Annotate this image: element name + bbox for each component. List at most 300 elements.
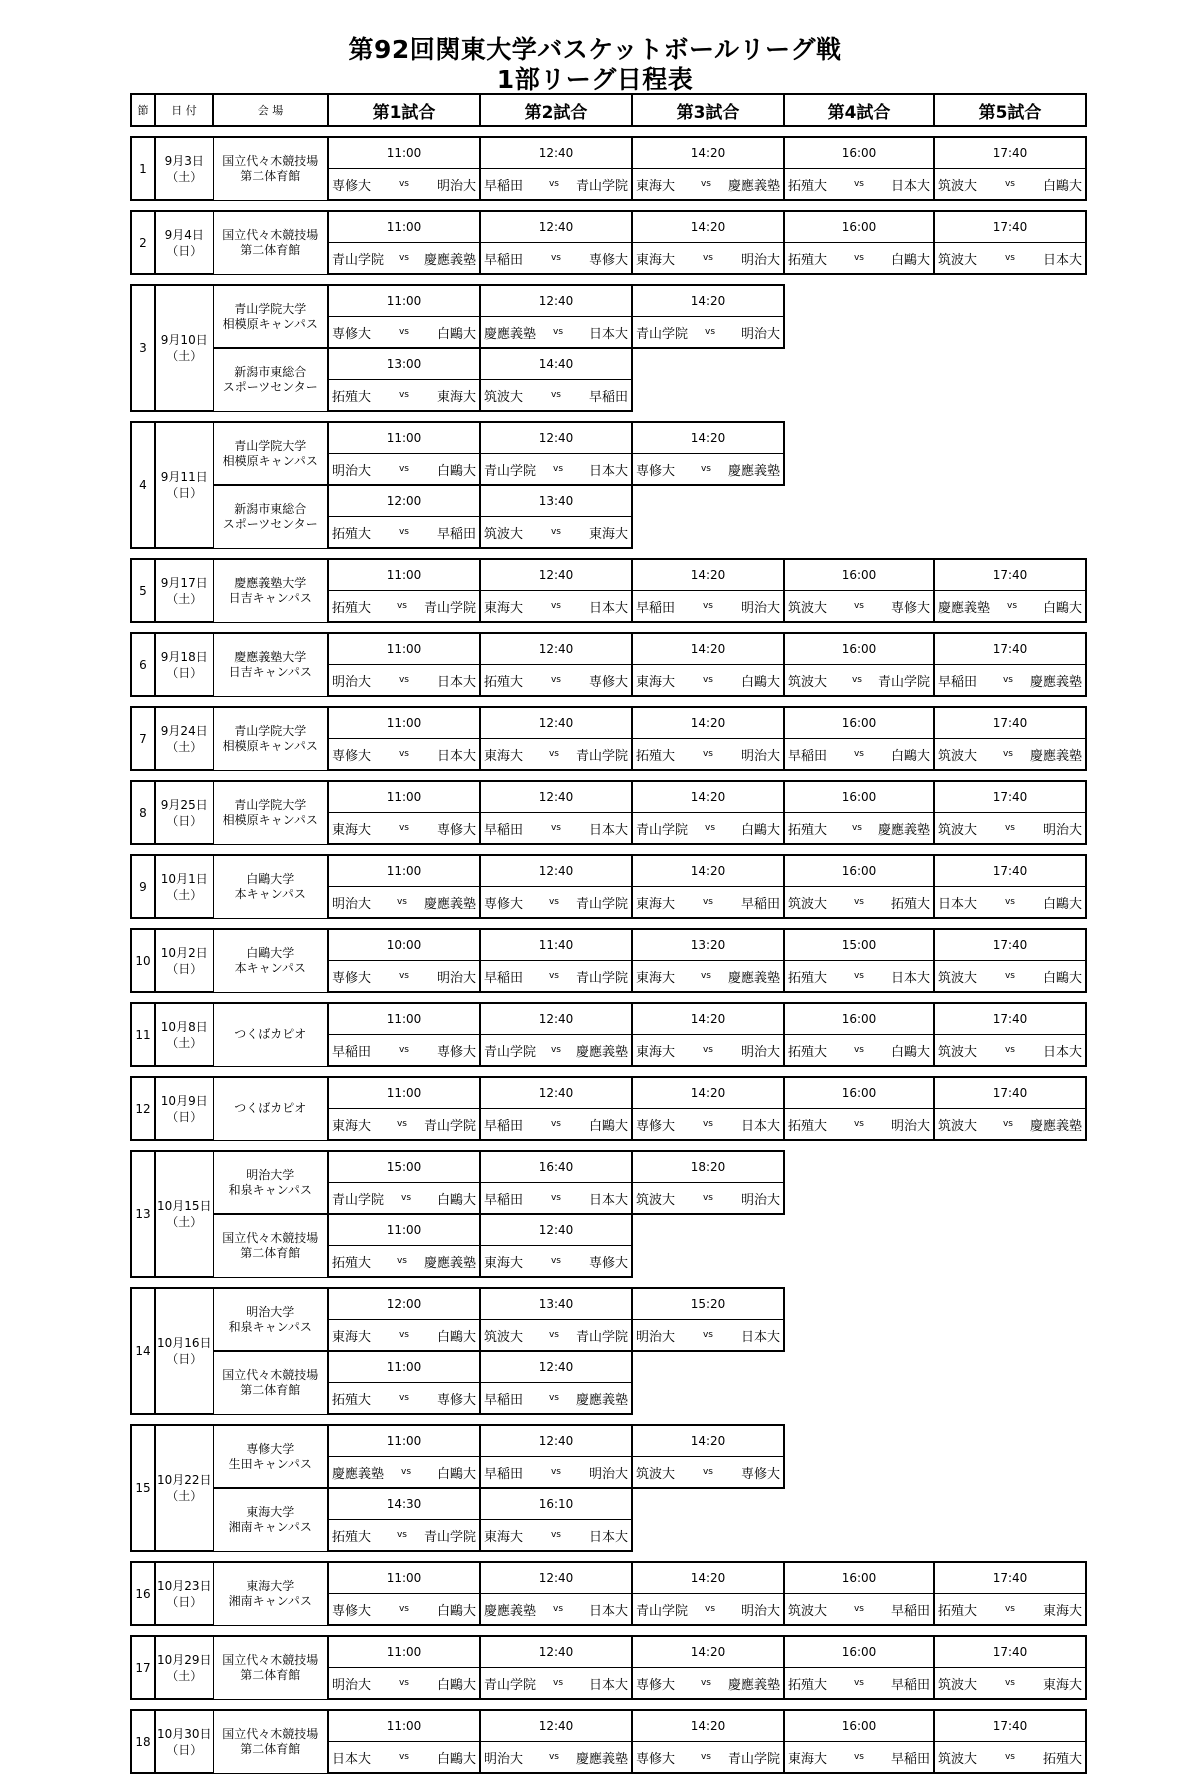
away-team: 日本大 [588,326,628,342]
vs-label: vs [1002,749,1013,759]
empty-cell [784,517,934,549]
game-match [784,243,934,275]
match-teams [481,523,631,542]
venue-name-line: 本キャンパス [234,886,306,901]
match-teams [329,1463,479,1482]
round-gap-cell [131,411,1086,422]
match-teams [329,745,479,764]
venue-name-line: つくばカピオ [234,1101,307,1116]
time-row [131,707,1086,739]
away-team: 白鷗大 [740,822,780,838]
vs-label: vs [553,464,564,474]
venue-name-line: つくばカピオ [234,1027,307,1042]
match-teams [329,1674,479,1693]
away-team: 白鷗大 [1042,896,1082,912]
away-team: 白鷗大 [1042,600,1082,616]
vs-label: vs [553,327,564,337]
venue-name-line: 青山学院大学 [234,301,307,316]
vs-label: vs [398,1752,409,1762]
match-teams [481,745,631,764]
vs-label: vs [550,253,561,263]
game-time: 14:20 [632,633,784,665]
game-match [328,380,480,412]
match-teams [329,386,479,405]
away-team: 日本大 [890,178,930,194]
game-match [934,1594,1086,1626]
document-title: 第92回関東大学バスケットボールリーグ戦 [348,35,842,64]
away-team: 青山学院 [575,1329,628,1345]
home-team: 拓殖大 [938,1603,978,1619]
game-time: 11:40 [480,929,632,961]
game-match [480,739,632,771]
vs-label: vs [853,179,864,189]
home-team: 筑波大 [788,674,828,690]
round-number: 13 [131,1151,155,1277]
home-team: 筑波大 [938,1751,978,1767]
home-team: 早稲田 [484,1466,524,1482]
game-time: 11:00 [328,1636,480,1668]
venue-name [213,285,328,348]
venue-name-line: 明治大学 [246,1167,295,1182]
vs-label: vs [1002,1119,1013,1129]
time-row [131,1288,1086,1320]
round-date-text: 10月1日 [160,871,208,886]
time-row [131,1488,1086,1520]
match-teams [935,671,1085,690]
time-row [131,855,1086,887]
round-gap [131,844,1086,855]
round-gap-cell [131,696,1086,707]
empty-cell [632,517,784,549]
venue-name [213,1003,328,1066]
home-team: 東海大 [484,600,524,616]
game-match [480,243,632,275]
round-number: 15 [131,1425,155,1551]
game-time: 13:20 [632,929,784,961]
venue-name-line: 白鷗大学 [246,945,295,960]
round-gap-cell [131,1699,1086,1710]
match-teams [329,1600,479,1619]
time-row [131,1151,1086,1183]
match-teams [329,460,479,479]
game-time: 14:20 [632,707,784,739]
home-team: 青山学院 [636,326,689,342]
game-match [934,887,1086,919]
round-number: 5 [131,559,155,622]
time-row [131,137,1086,169]
vs-label: vs [702,601,713,611]
game-time: 11:00 [328,1710,480,1742]
round-gap [131,200,1086,211]
vs-label: vs [553,1678,564,1688]
game-match [784,1035,934,1067]
match-teams [785,1748,933,1767]
game-match [934,739,1086,771]
match-teams [785,745,933,764]
home-team: 筑波大 [484,389,524,405]
round-number: 16 [131,1562,155,1625]
match-teams [633,175,783,194]
game-match [632,591,784,623]
vs-label: vs [548,1752,559,1762]
match-teams [785,1115,933,1134]
game-time: 16:10 [480,1488,632,1520]
match-teams [481,1115,631,1134]
vs-label: vs [398,675,409,685]
empty-cell [934,317,1086,349]
round-date-text: 10月9日 [160,1093,208,1108]
empty-cell [632,1214,784,1246]
vs-label: vs [398,1330,409,1340]
vs-label: vs [853,1752,864,1762]
game-match [934,591,1086,623]
match-teams [935,1674,1085,1693]
game-time: 15:20 [632,1288,784,1320]
vs-label: vs [851,675,862,685]
home-team: 筑波大 [788,600,828,616]
away-team: 白鷗大 [588,1118,628,1134]
away-team: 白鷗大 [436,1751,476,1767]
round-gap [131,1414,1086,1425]
game-time: 14:20 [632,1636,784,1668]
game-time: 16:00 [784,1077,934,1109]
vs-label: vs [1004,897,1015,907]
home-team: 東海大 [332,822,372,838]
away-team: 専修大 [436,1044,476,1060]
home-team: 拓殖大 [788,178,828,194]
empty-cell [784,285,934,317]
home-team: 専修大 [636,1118,676,1134]
away-team: 白鷗大 [890,748,930,764]
game-time: 16:00 [784,1562,934,1594]
match-teams [481,893,631,912]
empty-cell [934,1351,1086,1383]
round-date-text: 9月10日 [160,333,208,347]
away-team: 東海大 [436,389,476,405]
venue-name [213,1351,328,1414]
away-team: 早稲田 [890,1751,930,1767]
vs-label: vs [550,1467,561,1477]
empty-cell [934,380,1086,412]
match-teams [633,967,783,986]
match-teams [329,1189,479,1208]
empty-cell [934,1320,1086,1352]
vs-label: vs [1004,1678,1015,1688]
match-teams [935,819,1085,838]
empty-cell [784,1183,934,1215]
venue-name-line: 和泉キャンパス [228,1319,312,1334]
away-team: 慶應義塾 [423,896,476,912]
round-gap [131,992,1086,1003]
away-team: 白鷗大 [436,1192,476,1208]
time-row [131,1636,1086,1668]
away-team: 専修大 [588,252,628,268]
empty-cell [934,1520,1086,1552]
round-gap-cell [131,1551,1086,1562]
home-team: 拓殖大 [484,674,524,690]
round-date [155,422,213,548]
away-team: 日本大 [588,822,628,838]
match-teams [329,1389,479,1408]
game-match [784,1109,934,1141]
empty-cell [784,454,934,486]
empty-cell [784,1214,934,1246]
game-time: 12:40 [480,1425,632,1457]
round-gap-cell [131,844,1086,855]
home-team: 明治大 [332,1677,372,1693]
home-team: 拓殖大 [788,1118,828,1134]
game-match [328,454,480,486]
venue-name-line: 本キャンパス [234,960,306,975]
vs-label: vs [1004,253,1015,263]
round-date [155,1636,213,1699]
away-team: 早稲田 [890,1677,930,1693]
game-time: 12:00 [328,1288,480,1320]
vs-label: vs [702,1193,713,1203]
game-match [784,591,934,623]
away-team: 慶應義塾 [423,1255,476,1271]
vs-label: vs [548,897,559,907]
game-time: 16:00 [784,1636,934,1668]
game-match [328,665,480,697]
home-team: 東海大 [332,1329,372,1345]
venue-name-line: 和泉キャンパス [228,1182,312,1197]
game-match [632,1183,784,1215]
home-team: 拓殖大 [332,1392,372,1408]
match-teams [785,893,933,912]
game-match [480,1594,632,1626]
round-day-text: （土） [166,1035,203,1050]
round-day-text: （土） [166,1489,203,1503]
game-match [480,887,632,919]
round-number: 18 [131,1710,155,1773]
home-team: 筑波大 [788,1603,828,1619]
game-time: 15:00 [784,929,934,961]
round-day-text: （土） [166,349,203,363]
match-teams [329,1041,479,1060]
vs-label: vs [853,1045,864,1055]
away-team: 慶應義塾 [1029,1118,1082,1134]
vs-label: vs [853,253,864,263]
round-gap [131,1699,1086,1710]
home-team: 筑波大 [938,822,978,838]
round-number: 6 [131,633,155,696]
empty-cell [784,1351,934,1383]
empty-cell [784,348,934,380]
venue-name-line: 第二体育館 [240,1741,301,1756]
away-team: 慶應義塾 [727,178,780,194]
game-time: 14:20 [632,285,784,317]
home-team: 早稲田 [636,600,676,616]
game-match [632,169,784,201]
home-team: 明治大 [332,896,372,912]
game-time: 16:00 [784,633,934,665]
venue-name [213,137,328,200]
match-teams [935,1041,1085,1060]
round-number: 2 [131,211,155,274]
venue-name [213,348,328,411]
round-gap-cell [131,1066,1086,1077]
venue-name-line: 明治大学 [246,1304,295,1319]
game-match [480,169,632,201]
venue-name [213,1488,328,1551]
venue-name-line: 青山学院大学 [234,797,307,812]
round-gap [131,411,1086,422]
away-team: 慶應義塾 [727,970,780,986]
away-team: 早稲田 [436,526,476,542]
venue-name-line: 相模原キャンパス [222,453,318,468]
vs-label: vs [398,390,409,400]
game-time: 11:00 [328,1562,480,1594]
vs-label: vs [853,1119,864,1129]
home-team: 筑波大 [938,748,978,764]
home-team: 拓殖大 [332,600,372,616]
vs-label: vs [548,179,559,189]
game-time: 17:40 [934,929,1086,961]
home-team: 東海大 [332,1118,372,1134]
round-date-text: 10月15日 [156,1199,212,1213]
vs-label: vs [548,1330,559,1340]
game-match [632,1594,784,1626]
venue-name-line: 国立代々木競技場 [222,1230,319,1245]
time-row [131,1214,1086,1246]
vs-label: vs [1004,179,1015,189]
match-teams [633,819,783,838]
vs-label: vs [702,1045,713,1055]
game-time: 17:40 [934,559,1086,591]
vs-label: vs [550,1256,561,1266]
game-match [328,1668,480,1700]
vs-label: vs [705,823,716,833]
game-time: 12:40 [480,1077,632,1109]
empty-cell [934,1383,1086,1415]
match-teams [481,1389,631,1408]
venue-name-line: 慶應義塾大学 [234,649,307,664]
venue-name [213,1636,328,1699]
time-row [131,781,1086,813]
round-number: 8 [131,781,155,844]
game-match [632,813,784,845]
venue-name-line: 第二体育館 [240,1245,301,1260]
vs-label: vs [548,749,559,759]
match-teams [481,1674,631,1693]
away-team: 明治大 [740,326,780,342]
game-match [480,1320,632,1352]
game-match [934,1742,1086,1774]
game-match [632,961,784,993]
game-match [328,1594,480,1626]
match-teams [633,1674,783,1693]
vs-label: vs [401,1193,412,1203]
round-day-text: （日） [166,243,203,258]
empty-cell [632,1520,784,1552]
vs-label: vs [550,1045,561,1055]
home-team: 早稲田 [938,674,978,690]
away-team: 日本大 [1042,1044,1082,1060]
empty-cell [784,1457,934,1489]
round-date [155,855,213,918]
vs-label: vs [550,527,561,537]
away-team: 明治大 [890,1118,930,1134]
away-team: 白鷗大 [1042,970,1082,986]
match-teams [329,671,479,690]
venue-name-line: 国立代々木競技場 [222,1367,319,1382]
venue-name [213,707,328,770]
venue-name-line: 専修大学 [246,1441,295,1456]
time-row [131,1003,1086,1035]
round-gap [131,622,1086,633]
away-team: 明治大 [1042,822,1082,838]
home-team: 早稲田 [332,1044,372,1060]
game-time: 16:00 [784,1003,934,1035]
match-teams [935,1115,1085,1134]
away-team: 専修大 [588,1255,628,1271]
game-time: 14:20 [632,559,784,591]
vs-label: vs [398,971,409,981]
vs-label: vs [548,971,559,981]
empty-cell [934,1183,1086,1215]
away-team: 日本大 [1042,252,1082,268]
away-team: 青山学院 [423,1118,476,1134]
header-game-2: 第2試合 [480,94,632,126]
game-time: 17:40 [934,211,1086,243]
time-row [131,485,1086,517]
venue-name-line: 国立代々木競技場 [222,153,319,168]
game-match [480,380,632,412]
game-match [328,887,480,919]
home-team: 筑波大 [636,1466,676,1482]
header-date: 日 付 [155,94,213,126]
game-match [934,813,1086,845]
game-match [784,961,934,993]
away-team: 青山学院 [877,674,930,690]
away-team: 日本大 [588,1677,628,1693]
vs-label: vs [702,1330,713,1340]
round-gap-cell [131,1140,1086,1151]
game-match [480,1183,632,1215]
match-teams [481,1463,631,1482]
round-date [155,211,213,274]
home-team: 東海大 [636,252,676,268]
home-team: 日本大 [332,1751,372,1767]
home-team: 筑波大 [938,1118,978,1134]
round-number: 3 [131,285,155,411]
round-day-text: （土） [166,739,203,754]
round-gap-cell [131,622,1086,633]
home-team: 慶應義塾 [484,1603,537,1619]
match-teams [633,1115,783,1134]
home-team: 青山学院 [332,1192,385,1208]
venue-name [213,1077,328,1140]
game-match [934,169,1086,201]
vs-label: vs [1004,1045,1015,1055]
match-teams [329,893,479,912]
game-match [632,665,784,697]
venue-name-line: 国立代々木競技場 [222,227,319,242]
vs-label: vs [550,601,561,611]
vs-label: vs [1002,675,1013,685]
game-match [480,1457,632,1489]
away-team: 慶應義塾 [575,1751,628,1767]
match-teams [633,597,783,616]
venue-name-line: 相模原キャンパス [222,316,318,331]
home-team: 早稲田 [484,822,524,838]
game-time: 16:00 [784,211,934,243]
game-match [784,1594,934,1626]
game-match [328,1742,480,1774]
vs-label: vs [548,1393,559,1403]
home-team: 筑波大 [938,178,978,194]
